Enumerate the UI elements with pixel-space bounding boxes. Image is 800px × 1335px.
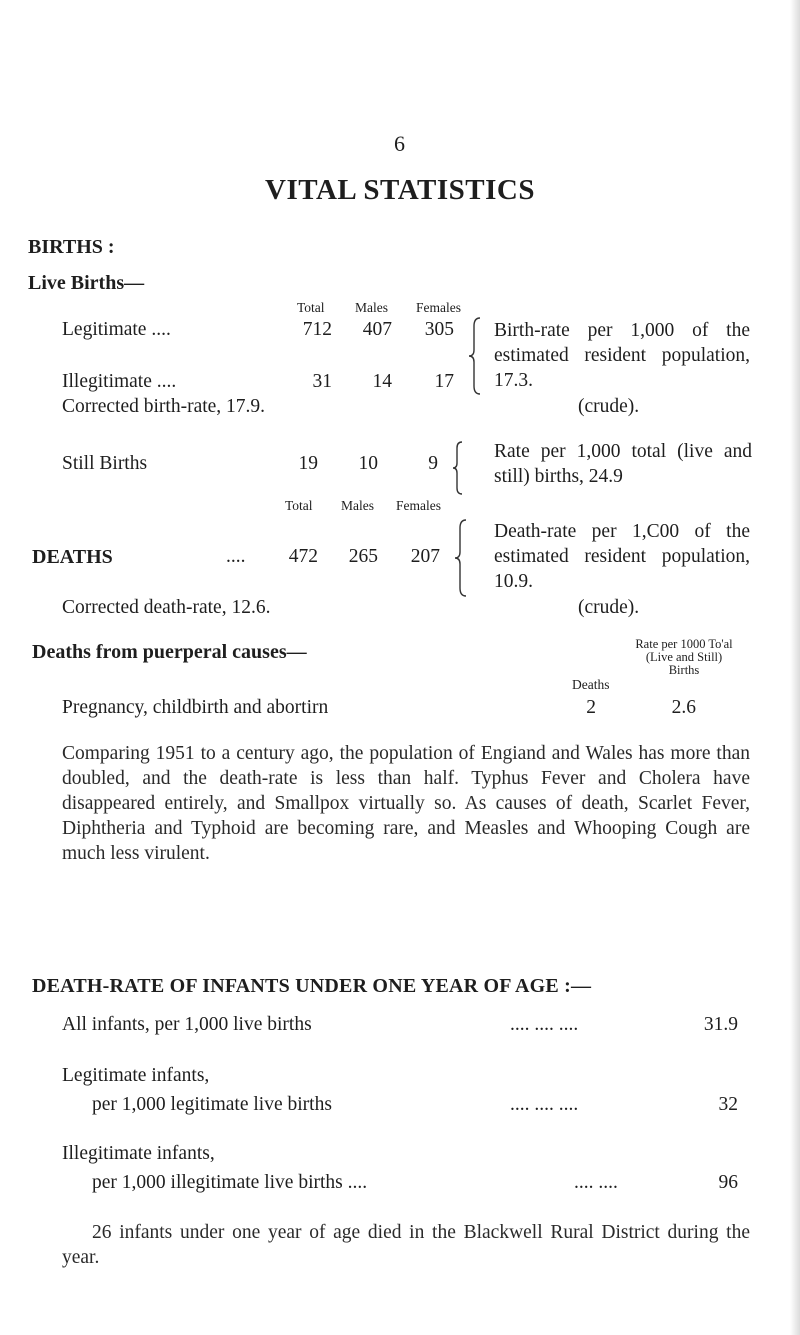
legitimate-infants-dots: .... .... .... — [510, 1094, 579, 1115]
still-birth-brace — [450, 440, 466, 496]
still-births-label: Still Births — [62, 453, 148, 474]
illegitimate-infants-label: Illegitimate infants, — [62, 1143, 215, 1164]
deaths-label: DEATHS — [32, 546, 113, 568]
death-rate-crude: (crude). — [578, 597, 640, 618]
legitimate-females: 305 — [424, 319, 454, 340]
all-infants-label: All infants, per 1,000 live births — [62, 1014, 312, 1035]
still-births-females: 9 — [428, 453, 438, 474]
puerperal-heading: Deaths from puerperal causes— — [32, 641, 307, 663]
illegitimate-males: 14 — [372, 371, 392, 392]
legitimate-label: Legitimate .... — [62, 319, 171, 340]
puerperal-deaths: 2 — [586, 697, 596, 718]
col-header-males: Males — [355, 300, 388, 315]
puerperal-col-deaths: Deaths — [572, 677, 610, 692]
death-rate-note: Death-rate per 1,C00 of the estimated resident population, 10.9. — [494, 521, 750, 592]
illegitimate-label: Illegitimate .... — [62, 371, 177, 392]
birth-rate-brace — [466, 316, 484, 396]
deaths-males: 265 — [348, 546, 378, 567]
births-heading: BIRTHS : — [28, 236, 115, 258]
all-infants-value: 31.9 — [703, 1014, 738, 1035]
puerperal-rate: 2.6 — [671, 697, 696, 718]
deaths-females: 207 — [410, 546, 440, 567]
legitimate-infants-value: 32 — [718, 1094, 738, 1115]
illegitimate-infants-value: 96 — [718, 1172, 738, 1193]
page-number: 6 — [394, 131, 405, 156]
illegitimate-infants-dots: .... .... — [574, 1172, 618, 1193]
page-title: VITAL STATISTICS — [265, 174, 535, 206]
legitimate-infants-label: Legitimate infants, — [62, 1065, 210, 1086]
corrected-birth-rate: Corrected birth-rate, 17.9. — [62, 396, 266, 417]
illegitimate-total: 31 — [312, 371, 332, 392]
col-header-females: Females — [416, 300, 461, 315]
corrected-death-rate: Corrected death-rate, 12.6. — [62, 597, 271, 618]
birth-rate-note: Birth-rate per 1,000 of the estimated resident population, 17.3. — [494, 320, 750, 391]
deaths-col-header-total: Total — [285, 498, 313, 513]
deaths-dots: .... — [226, 546, 246, 567]
illegitimate-infants-rate-label: per 1,000 illegitimate live births .... — [92, 1172, 368, 1193]
col-header-total: Total — [297, 300, 325, 315]
birth-rate-crude: (crude). — [578, 396, 640, 417]
deaths-col-header-males: Males — [341, 498, 374, 513]
illegitimate-females: 17 — [434, 371, 454, 392]
still-birth-rate-note: Rate per 1,000 total (live and still) births, 24.9 — [494, 441, 752, 487]
infant-section-heading: DEATH-RATE OF INFANTS UNDER ONE YEAR OF AGE :— — [32, 975, 592, 997]
puerperal-col-rate: Rate per 1000 To'al (Live and Still) Births — [635, 637, 733, 677]
closing-note: 26 infants under one year of age died in the Blackwell Rural District during the year. — [62, 1222, 750, 1268]
still-births-total: 19 — [298, 453, 318, 474]
legitimate-total: 712 — [302, 319, 332, 340]
legitimate-infants-rate-label: per 1,000 legitimate live births — [92, 1094, 332, 1115]
history-paragraph: Comparing 1951 to a century ago, the population of Engiand and Wales has more than doubled, and the death-rate is less than half. Typhus Fever and Cholera have disappeared entirely, and Smallpox virtually so. As causes of death, Scarlet Fever, Diphtheria and Typhoid are becoming rare, and Measles and Whooping Cough are much less virulent. — [62, 743, 750, 864]
death-rate-brace — [452, 518, 470, 598]
deaths-total: 472 — [288, 546, 318, 567]
live-births-heading: Live Births— — [28, 272, 145, 294]
puerperal-row-label: Pregnancy, childbirth and abortirn — [62, 697, 329, 718]
all-infants-dots: .... .... .... — [510, 1014, 579, 1035]
deaths-col-header-females: Females — [396, 498, 441, 513]
legitimate-males: 407 — [362, 319, 392, 340]
still-births-males: 10 — [358, 453, 378, 474]
